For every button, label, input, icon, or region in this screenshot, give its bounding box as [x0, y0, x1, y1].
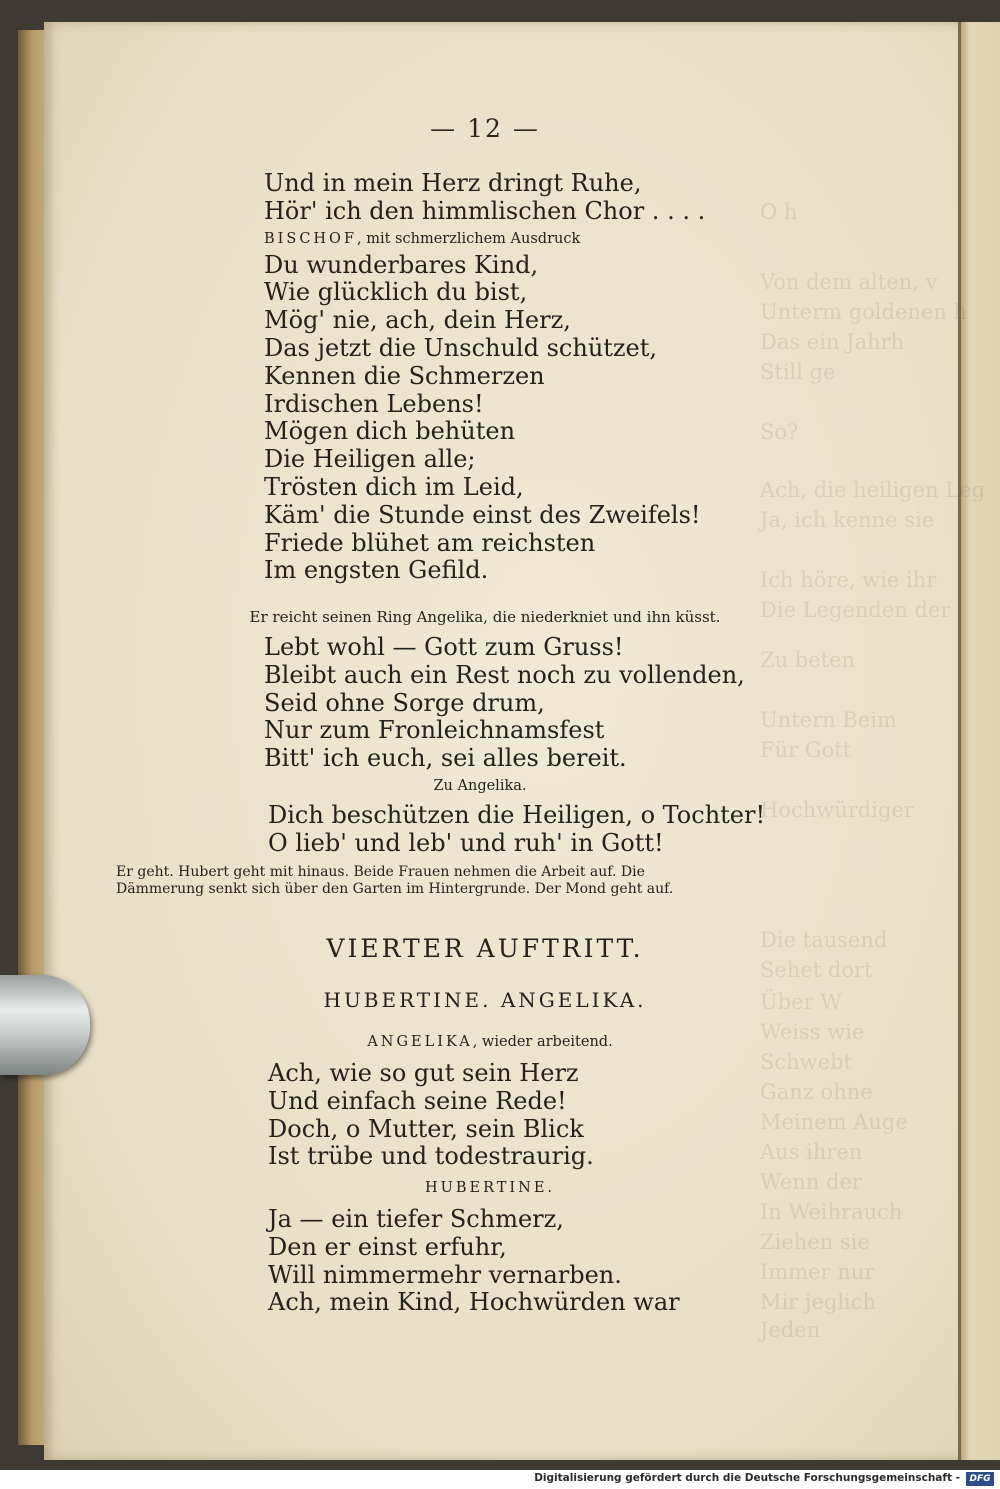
speaker-name: HUBERTINE. [424, 1180, 556, 1196]
verse-line: Und einfach seine Rede! [268, 1086, 567, 1115]
verse-line: Will nimmermehr vernarben. [268, 1260, 622, 1289]
page-number: — 12 — [430, 114, 540, 143]
verse-line: Bitt' ich euch, sei alles bereit. [264, 744, 627, 773]
verse-line: Das jetzt die Unschuld schützet, [264, 333, 658, 362]
verse-line: Und in mein Herz dringt Ruhe, [264, 169, 642, 197]
stage-direction-ring: Er reicht seinen Ring Angelika, die niederkniet und ihn küsst. [249, 608, 721, 626]
verse-block [264, 634, 904, 773]
verse-line: Du wunderbares Kind, [264, 250, 539, 279]
speaker-cue [0, 1180, 980, 1196]
direction-line: Er geht. Hubert geht mit hinaus. Beide Frauen nehmen die Arbeit auf. Die [116, 864, 645, 880]
verse-line: Doch, o Mutter, sein Blick [268, 1114, 584, 1143]
verse-block [268, 802, 908, 858]
verse-line: Wie glücklich du bist, [264, 278, 528, 307]
verse-line: Trösten dich im Leid, [264, 472, 524, 501]
character-list: HUBERTINE. ANGELIKA. [323, 988, 647, 1012]
verse-line: Bleibt auch ein Rest noch zu vollenden, [264, 660, 745, 689]
verse-line: Seid ohne Sorge drum, [264, 688, 545, 717]
verse-line: Dich beschützen die Heiligen, o Tochter! [268, 801, 766, 829]
stage-direction-to: Zu Angelika. [433, 778, 527, 794]
speaker-name: ANGELIKA [367, 1034, 473, 1050]
speaker-cue [0, 1034, 980, 1050]
verse-line: Ach, mein Kind, Hochwürden war [268, 1288, 680, 1317]
verse-line: Käm' die Stunde einst des Zweifels! [264, 500, 701, 529]
verse-line: Irdischen Lebens! [264, 389, 484, 418]
stage-direction: , wieder arbeitend. [472, 1034, 613, 1050]
verse-line: Nur zum Fronleichnamsfest [264, 716, 605, 745]
dfg-logo: DFG [966, 1472, 994, 1486]
verse-line: Mög' nie, ach, dein Herz, [264, 306, 571, 335]
verse-line: Mögen dich behüten [264, 417, 516, 446]
speaker-cue [264, 226, 904, 252]
scene-four-text [268, 1060, 888, 1171]
verse-line: Friede blühet am reichsten [264, 528, 596, 557]
verse-line: Lebt wohl — Gott zum Gruss! [264, 633, 624, 661]
funding-credit: Digitalisierung gefördert durch die Deutsche Forschungsgemeinschaft - [534, 1472, 960, 1484]
verse-block [268, 1206, 888, 1317]
scene-heading: VIERTER AUFTRITT. [326, 934, 644, 963]
verse-line: Die Heiligen alle; [264, 445, 476, 474]
page-gutter [958, 22, 961, 1460]
scene-three-text [264, 170, 904, 585]
verse-line: Ja — ein tiefer Schmerz, [268, 1205, 564, 1233]
direction-line: Dämmerung senkt sich über den Garten im Hintergrunde. Der Mond geht auf. [116, 881, 674, 897]
verse-line: Ach, wie so gut sein Herz [268, 1059, 579, 1087]
verse-line: Kennen die Schmerzen [264, 361, 545, 390]
stage-direction: , mit schmerzlichem Ausdruck [357, 230, 581, 247]
speaker-name: BISCHOF [264, 230, 358, 247]
verse-line: Den er einst erfuhr, [268, 1232, 507, 1261]
verse-line: O lieb' und leb' und ruh' in Gott! [268, 828, 664, 857]
stage-direction-exit [116, 864, 856, 898]
verse-line: Im engsten Gefild. [264, 556, 489, 585]
verse-line: Hör' ich den himmlischen Chor . . . . [264, 196, 706, 225]
right-page-edge [960, 22, 1000, 1460]
verse-line: Ist trübe und todestraurig. [268, 1142, 594, 1171]
